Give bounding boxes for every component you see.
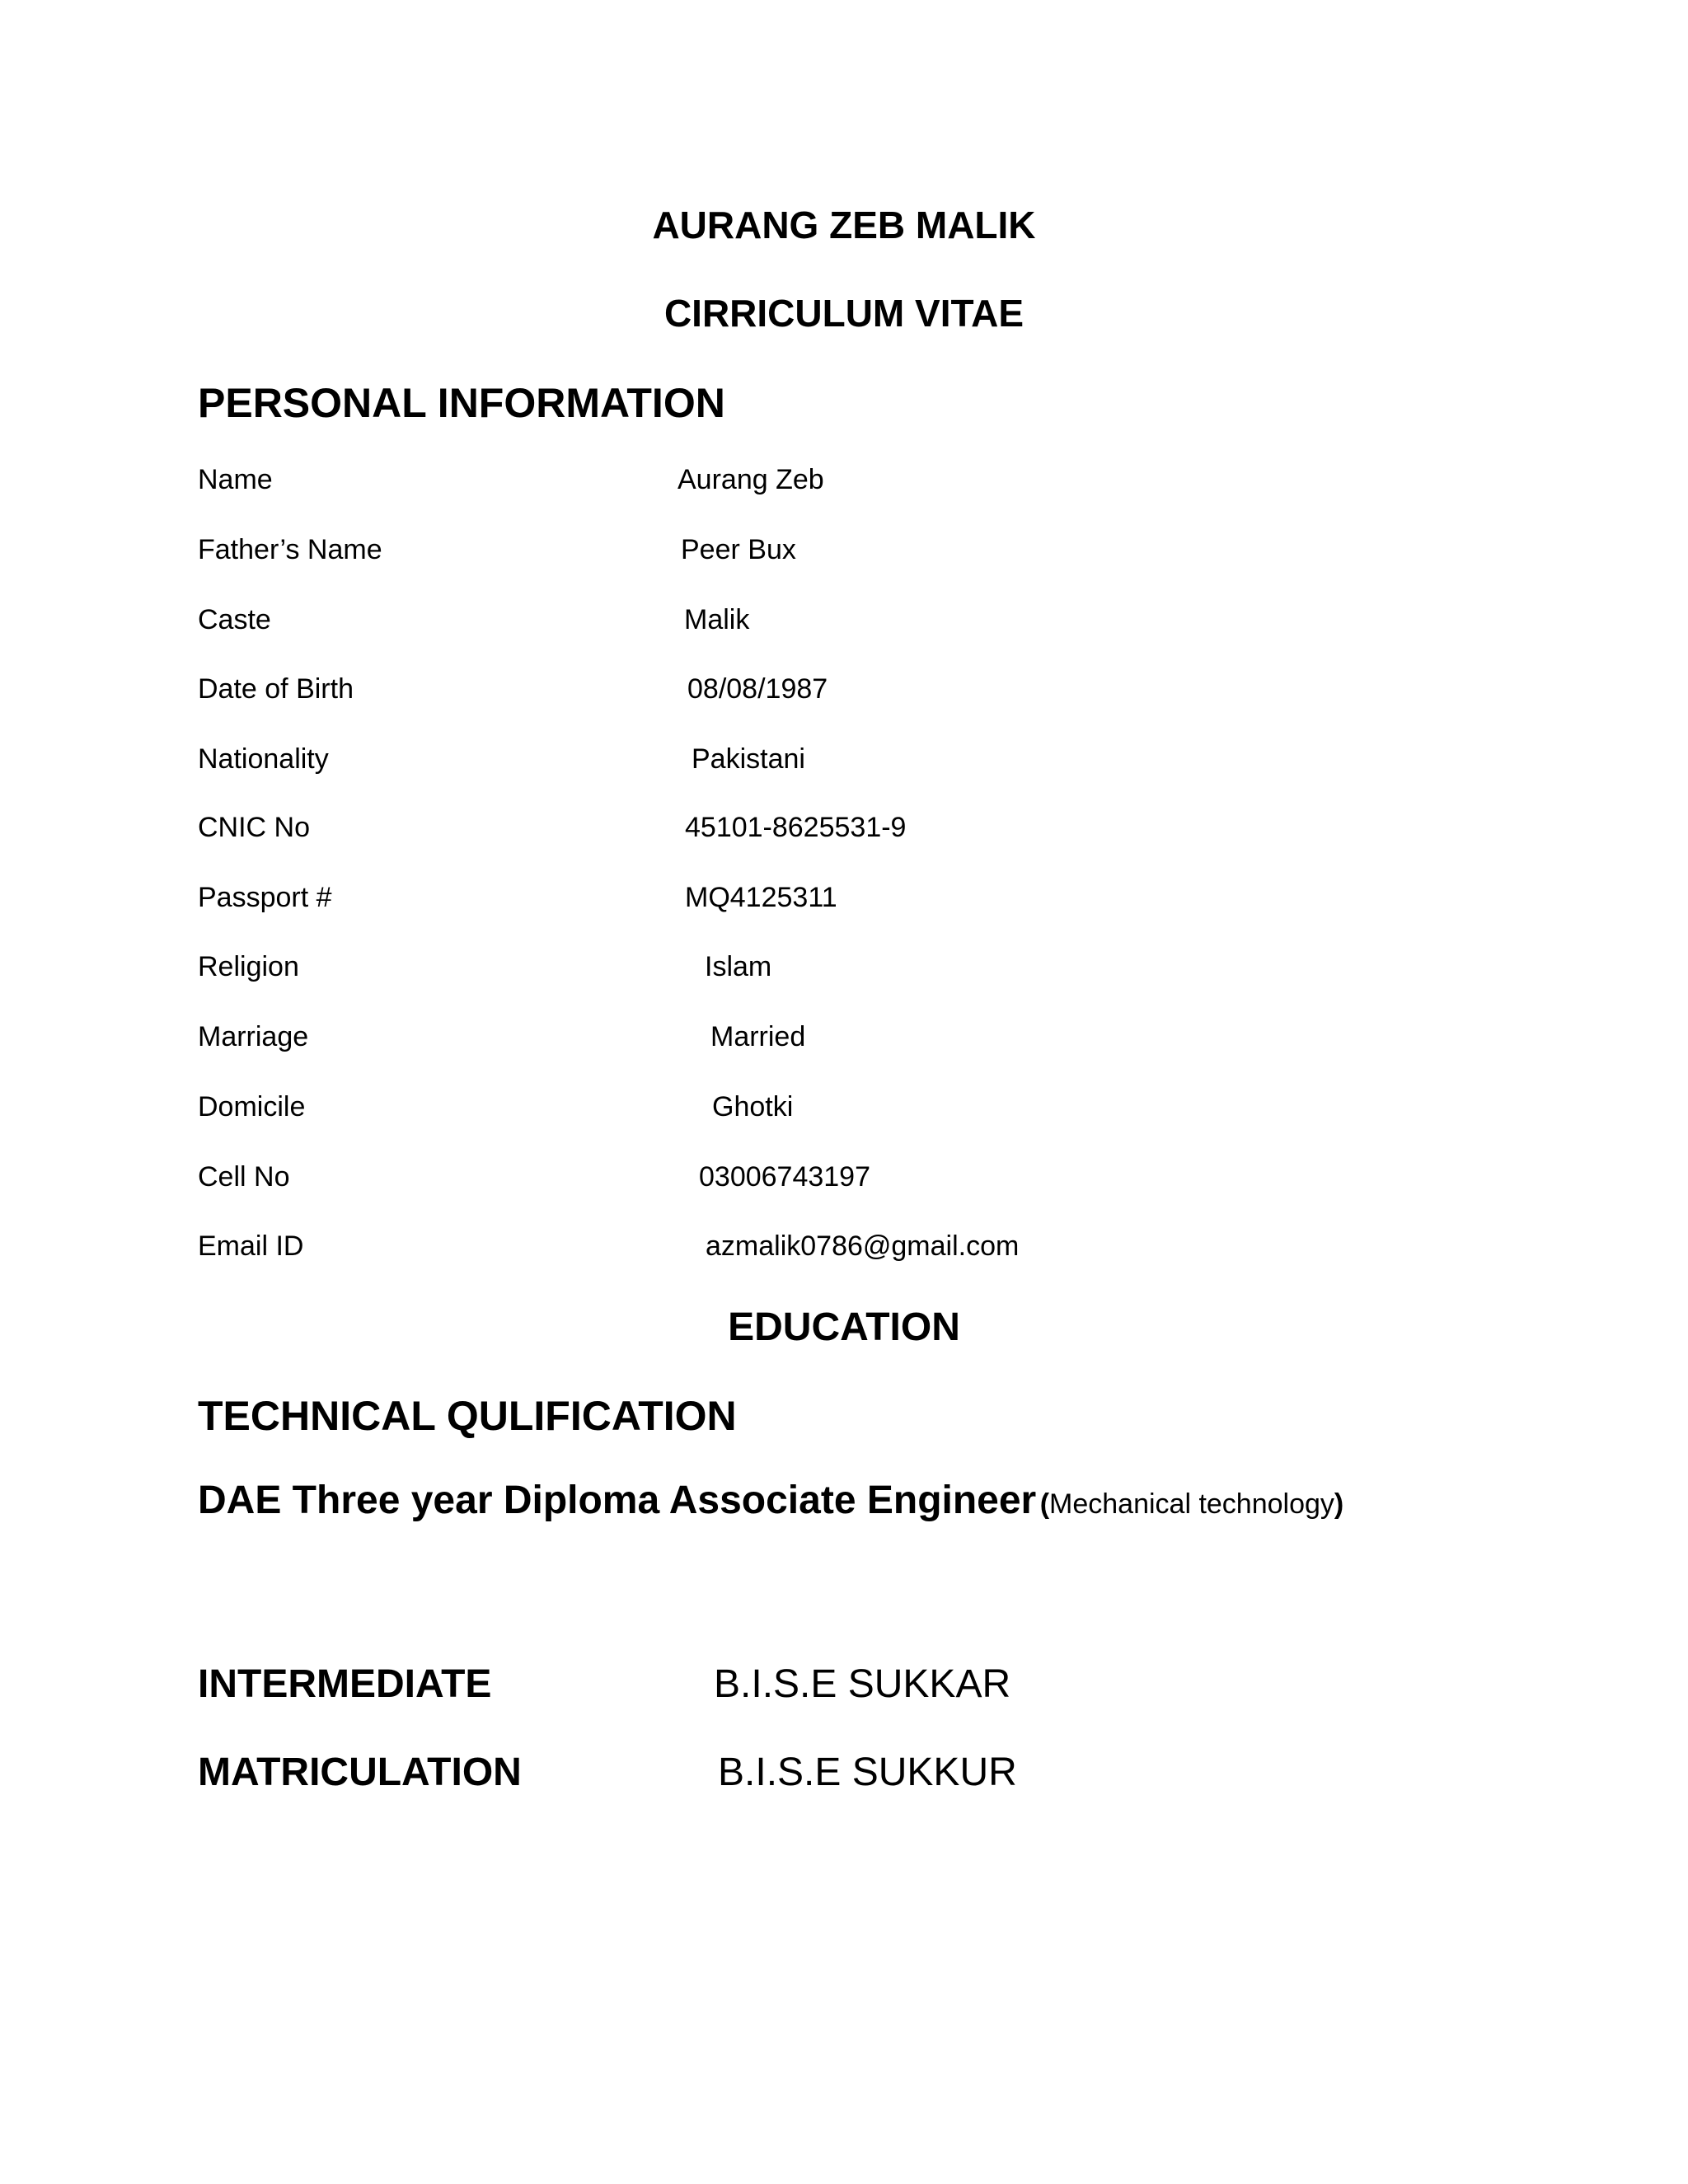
diploma-specialization: Mechanical technology	[1049, 1488, 1334, 1520]
row-label-passport: Passport #	[198, 882, 332, 913]
cv-document-title: CIRRICULUM VITAE	[663, 292, 1025, 335]
matriculation-board: B.I.S.E SUKKUR	[718, 1750, 1017, 1794]
row-value-email: azmalik0786@gmail.com	[706, 1230, 1020, 1262]
row-value-date-of-birth: 08/08/1987	[687, 673, 828, 705]
row-value-name: Aurang Zeb	[678, 464, 824, 495]
technical-qualification-heading: TECHNICAL QULIFICATION	[198, 1393, 737, 1439]
matriculation-label: MATRICULATION	[198, 1750, 522, 1794]
row-value-domicile: Ghotki	[712, 1091, 794, 1122]
intermediate-board: B.I.S.E SUKKAR	[714, 1662, 1011, 1706]
diploma-title: DAE Three year Diploma Associate Engineer	[198, 1479, 1037, 1522]
row-label-fathers-name: Father’s Name	[198, 534, 382, 565]
row-label-marriage: Marriage	[198, 1021, 309, 1052]
row-label-email: Email ID	[198, 1230, 304, 1262]
row-label-cnic: CNIC No	[198, 812, 311, 843]
row-value-nationality: Pakistani	[692, 743, 805, 775]
education-heading: EDUCATION	[728, 1305, 960, 1349]
personal-information-heading: PERSONAL INFORMATION	[198, 380, 725, 426]
row-value-religion: Islam	[705, 951, 772, 982]
row-value-cell: 03006743197	[699, 1161, 871, 1193]
row-value-fathers-name: Peer Bux	[681, 534, 796, 565]
cv-name-title: AURANG ZEB MALIK	[652, 204, 1036, 246]
row-label-domicile: Domicile	[198, 1091, 306, 1122]
row-label-religion: Religion	[198, 951, 299, 982]
row-label-cell: Cell No	[198, 1161, 290, 1193]
row-label-caste: Caste	[198, 604, 271, 635]
diploma-close-paren: )	[1334, 1488, 1344, 1520]
diploma-open-paren: (	[1039, 1488, 1050, 1520]
row-label-name: Name	[198, 464, 273, 495]
row-value-marriage: Married	[710, 1021, 806, 1052]
row-value-caste: Malik	[684, 604, 750, 635]
row-label-date-of-birth: Date of Birth	[198, 673, 354, 705]
row-value-cnic: 45101-8625531-9	[685, 812, 907, 843]
diploma-line	[198, 1481, 1343, 1521]
row-label-nationality: Nationality	[198, 743, 329, 775]
intermediate-label: INTERMEDIATE	[198, 1662, 492, 1706]
row-value-passport: MQ4125311	[685, 882, 837, 913]
